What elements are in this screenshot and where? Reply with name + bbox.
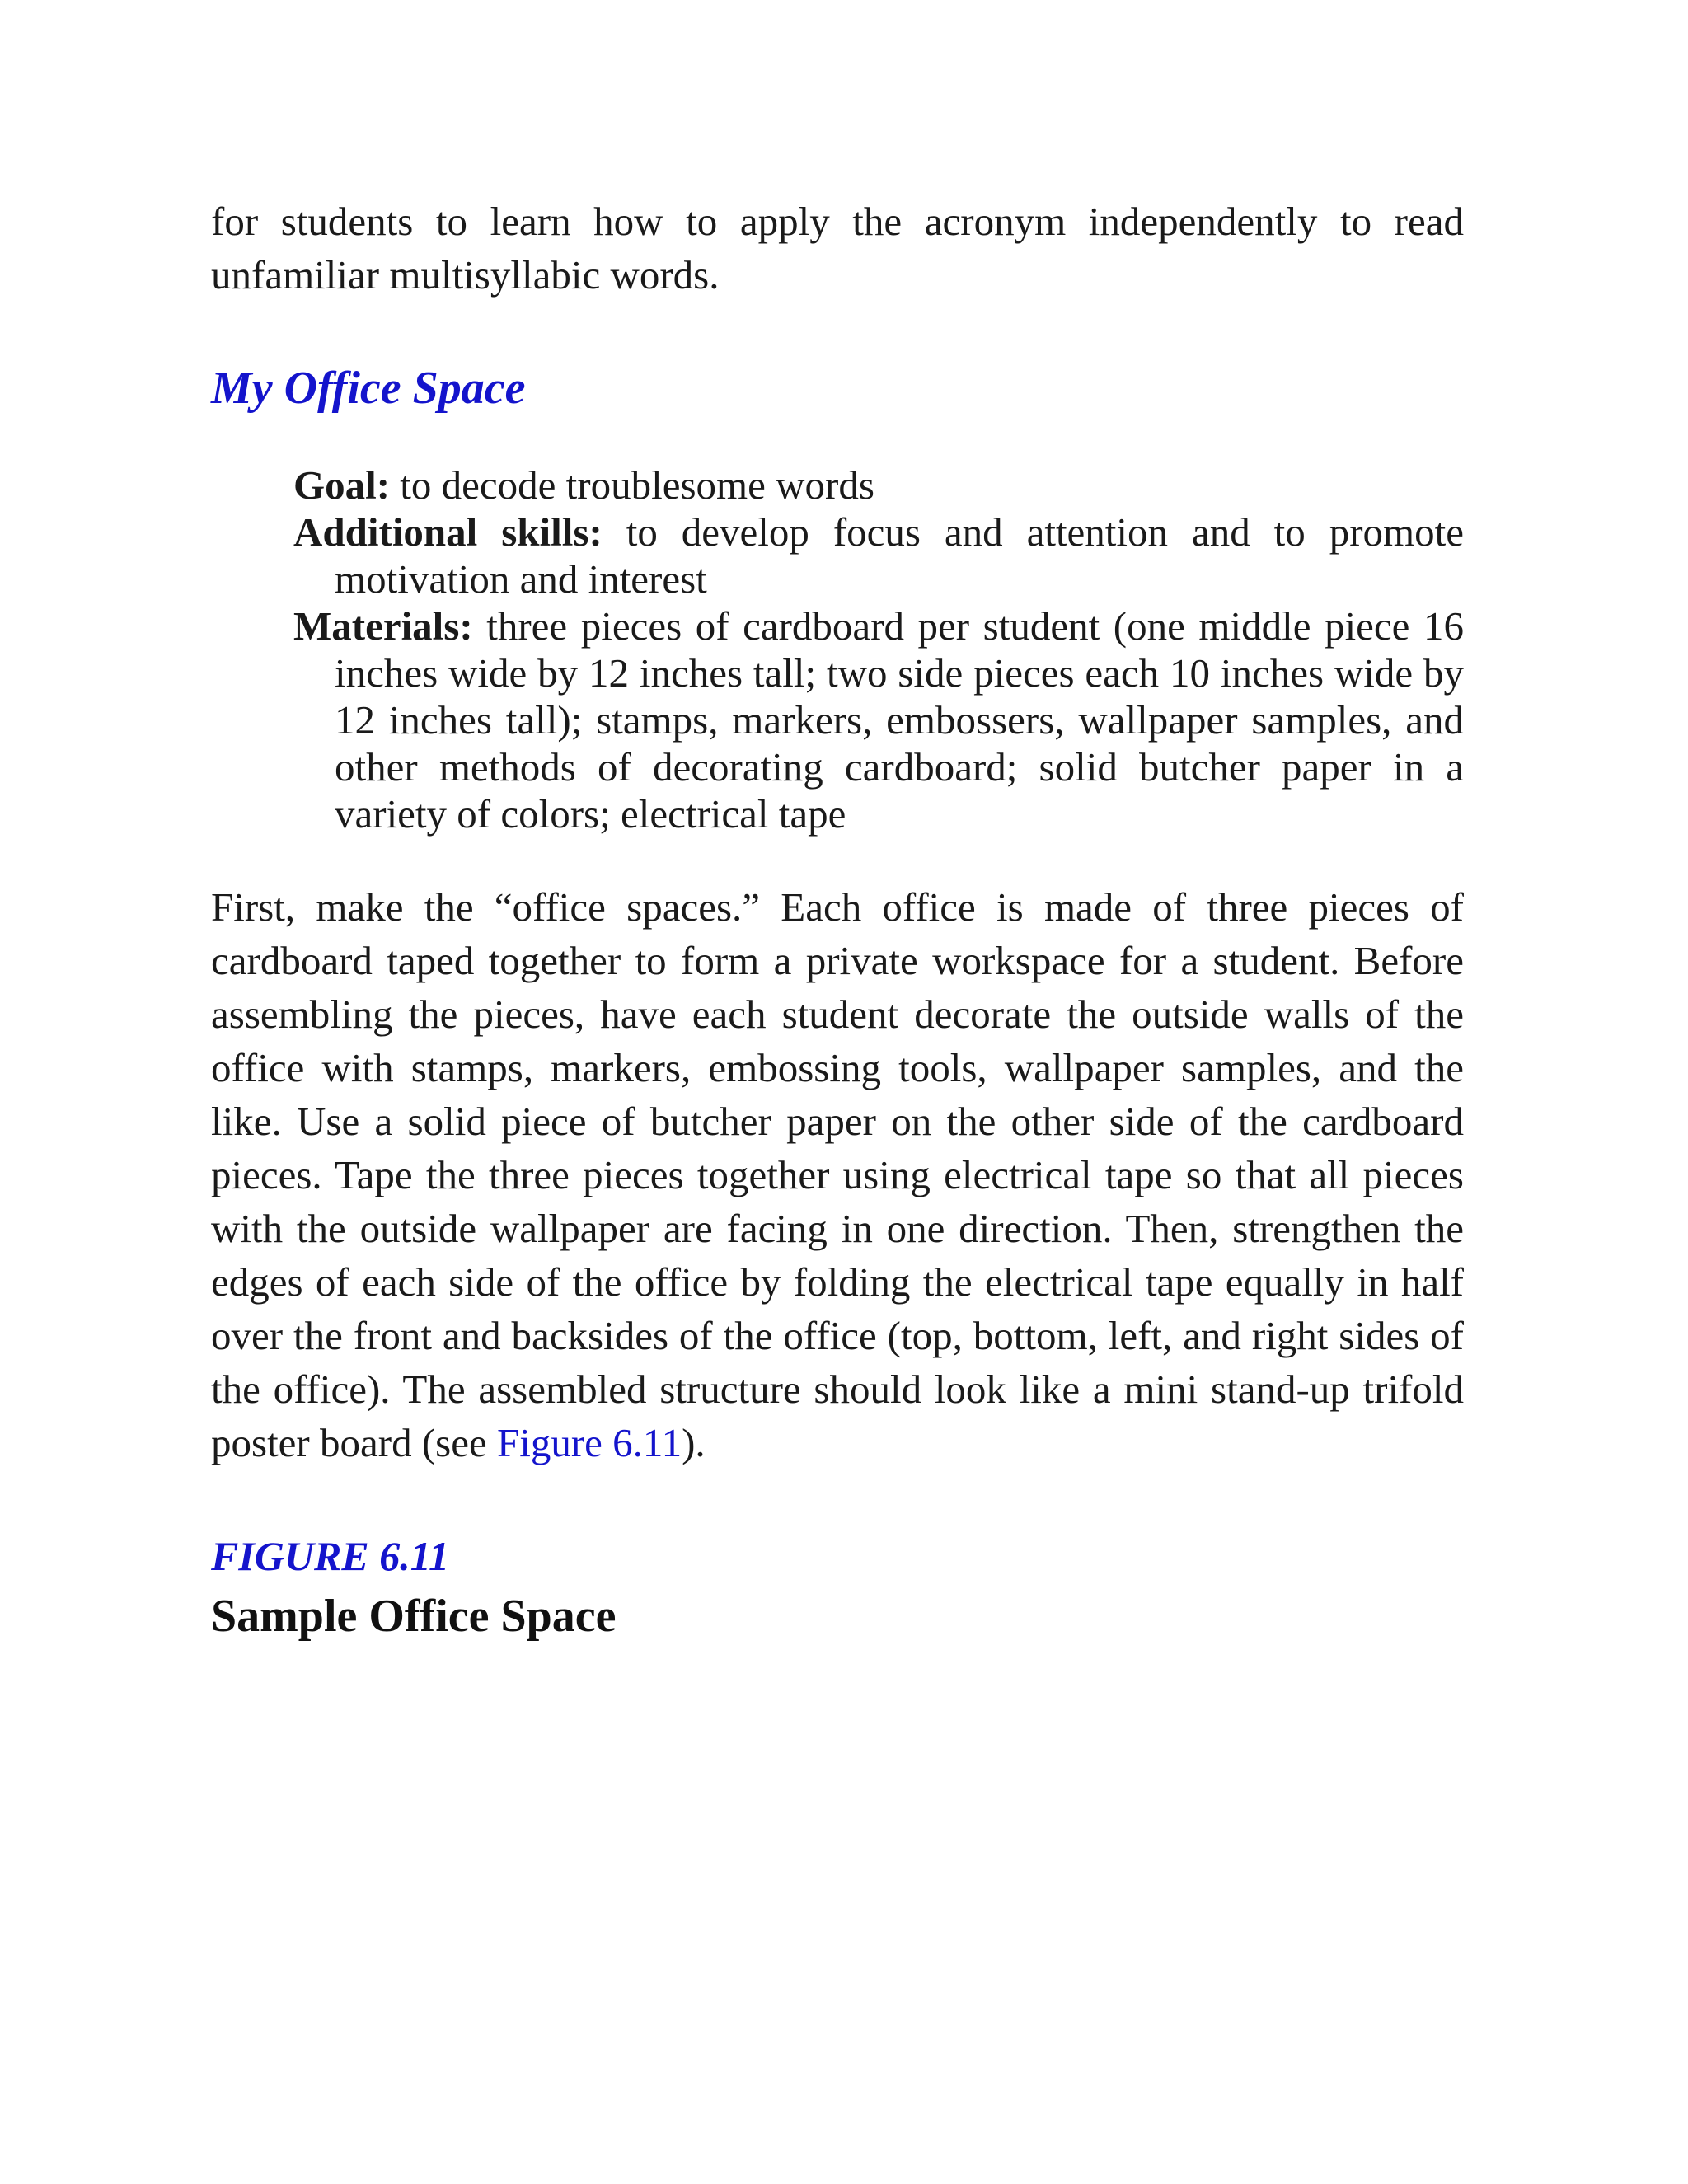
instructions-text: First, make the “office spaces.” Each office is made of three pieces of cardboard taped together to form a private workspace for a student. Before assembling the pieces, have each student decorate the outside walls of the office with stamps, markers, embossing tools, wallpaper samples, and the like. Use a solid piece of butcher paper on the other side of the cardboard pieces. Tape the three pieces together using electrical tape so that all pieces with the outside wallpaper are facing in one direction. Then, strengthen the edges of each side of the office by folding the electrical tape equally in half over the front and backsides of the office (top, bottom, left, and right sides of the office). The assembled structure should look like a mini stand-up trifold poster board (see: [211, 884, 1464, 1465]
figure-link[interactable]: Figure 6.11: [496, 1420, 682, 1465]
materials-label: Materials:: [293, 603, 473, 649]
section-heading: My Office Space: [211, 363, 526, 414]
figure-label: FIGURE 6.11: [211, 1533, 449, 1579]
goal-text: to decode troublesome words: [390, 462, 874, 508]
skills-line: [293, 509, 1464, 602]
goal-label: Goal:: [293, 462, 391, 508]
materials-text: three pieces of cardboard per student (one middle piece 16 inches wide by 12 inches tall; two side pieces each 10 inches wide by 12 inches tall); stamps, markers, embossers, wallpaper samples, and other methods of decorating cardboard; solid butcher paper in a variety of colors; electrical tape: [335, 603, 1464, 837]
instructions-paragraph: [211, 880, 1464, 1469]
figure-title: Sample Office Space: [211, 1591, 617, 1642]
skills-text: to develop focus and attention and to promote motivation and interest: [335, 509, 1464, 602]
skills-label: Additional skills:: [293, 509, 603, 555]
materials-line: [293, 602, 1464, 837]
activity-details: [293, 462, 1464, 837]
goal-line: [293, 462, 1464, 509]
intro-paragraph: for students to learn how to apply the acronym independently to read unfamiliar multisyllabic words.: [211, 199, 1464, 298]
instructions-end: ).: [682, 1420, 706, 1465]
